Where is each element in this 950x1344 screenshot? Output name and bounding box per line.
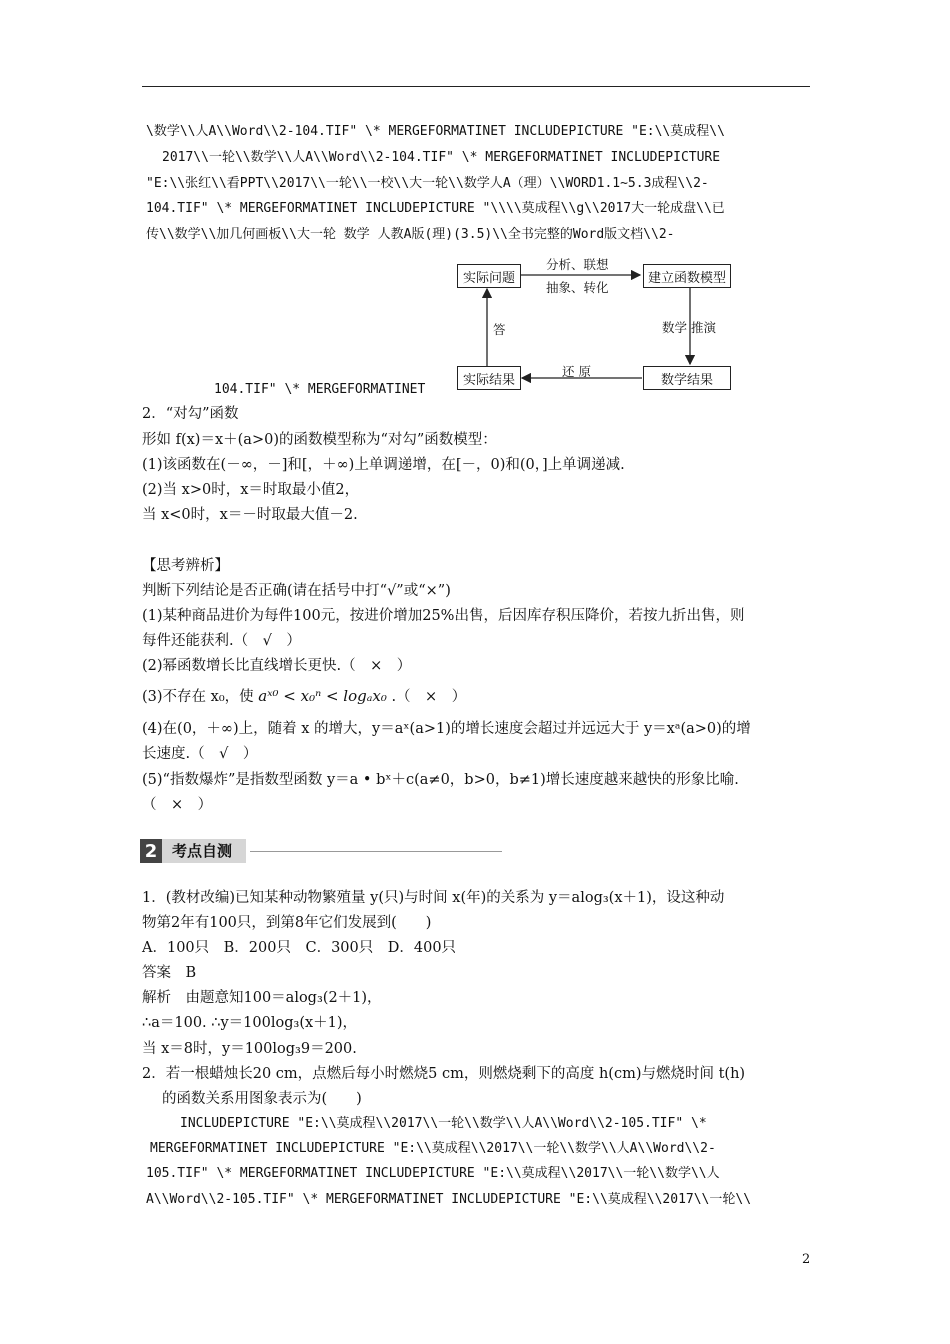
- think-q5-line-2: （ × ）: [142, 797, 213, 813]
- problem-2-line-2: 的函数关系用图象表示为( ): [162, 1091, 362, 1107]
- section-number: 2: [140, 839, 162, 863]
- label-answer: 答: [493, 322, 506, 337]
- problem-1-solution-3: 当 x＝8时，y＝100log₃9＝200.: [142, 1041, 357, 1057]
- think-intro: 判断下列结论是否正确(请在括号中打“√”或“×”): [142, 583, 451, 599]
- problem-1-line-2: 物第2年有100只，到第8年它们发展到( ): [142, 915, 432, 931]
- think-q1-line-2: 每件还能获利.（ √ ）: [142, 633, 301, 649]
- label-analyze: 分析、联想: [546, 257, 609, 272]
- think-q3-prefix: (3)不存在 x₀，使: [142, 689, 254, 705]
- section-title: 考点自测: [162, 839, 246, 863]
- field-code-bottom-4: A\\Word\\2-105.TIF" \* MERGEFORMATINET INCLUDEPICTURE "E:\\莫成程\\2017\\一轮\\: [146, 1192, 752, 1207]
- think-q2: (2)幂函数增长比直线增长更快.（ × ）: [142, 658, 412, 674]
- problem-1-solution-1: 解析 由题意知100＝alog₃(2＋1)，: [142, 990, 382, 1006]
- field-code-line-5: 传\\数学\\加几何画板\\大一轮 数学 人教A版(理)(3.5)\\全书完整的Word版文档\\2-: [146, 227, 675, 242]
- section-header: [140, 839, 502, 863]
- box-build-model: 建立函数模型: [643, 264, 731, 288]
- field-code-bottom-3: 105.TIF" \* MERGEFORMATINET INCLUDEPICTURE "E:\\莫成程\\2017\\一轮\\数学\\人: [146, 1166, 720, 1181]
- think-q5-line-1: (5)“指数爆炸”是指数型函数 y＝a • bˣ＋c(a≠0，b>0，b≠1)增长速度越来越快的形象比喻.: [142, 772, 739, 788]
- hook-item-3: 当 x<0时，x＝－时取最大值－2.: [142, 507, 358, 523]
- think-q3-formula: aˣ⁰ < x₀ⁿ < logₐx₀: [258, 687, 387, 705]
- problem-2-line-1: 2．若一根蜡烛长20 cm，点燃后每小时燃烧5 cm，则燃烧剩下的高度 h(cm)与燃烧时间 t(h): [142, 1066, 746, 1082]
- diagram-arrows: [0, 0, 950, 400]
- hook-item-1: (1)该函数在(－∞，－]和[，＋∞)上单调递增，在[－，0)和(0，]上单调递减.: [142, 457, 625, 473]
- field-code-bottom-1: INCLUDEPICTURE "E:\\莫成程\\2017\\一轮\\数学\\人A\\Word\\2-105.TIF" \*: [180, 1116, 707, 1131]
- field-code-line-1: \数学\\人A\\Word\\2-104.TIF" \* MERGEFORMATINET INCLUDEPICTURE "E:\\莫成程\\: [146, 124, 725, 139]
- problem-1-line-1: 1．(教材改编)已知某种动物繁殖量 y(只)与时间 x(年)的关系为 y＝alog₃(x＋1)，设这种动: [142, 890, 725, 906]
- problem-1-answer: 答案 B: [142, 965, 197, 981]
- problem-1-solution-2: ∴a＝100. ∴y＝100log₃(x＋1)，: [142, 1015, 358, 1031]
- section-divider: [250, 851, 502, 852]
- problem-1-options: A．100只 B．200只 C．300只 D．400只: [142, 940, 457, 956]
- think-q4-line-1: (4)在(0，＋∞)上，随着 x 的增大，y＝aˣ(a>1)的增长速度会超过并远远大于 y＝xᵃ(a>0)的增: [142, 721, 751, 737]
- think-heading: 【思考辨析】: [142, 558, 229, 574]
- hook-heading: 2．“对勾”函数: [142, 406, 239, 422]
- label-math-derive: 数学 推演: [662, 320, 716, 335]
- box-real-problem: 实际问题: [457, 264, 521, 288]
- hook-item-2: (2)当 x>0时，x＝时取最小值2，: [142, 482, 360, 498]
- think-q3: [142, 686, 466, 707]
- box-math-result: 数学结果: [643, 366, 731, 390]
- field-code-line-4: 104.TIF" \* MERGEFORMATINET INCLUDEPICTURE "\\\\莫成程\\g\\2017大一轮成盘\\已: [146, 201, 725, 216]
- field-code-line-2: 2017\\一轮\\数学\\人A\\Word\\2-104.TIF" \* MERGEFORMATINET INCLUDEPICTURE: [162, 150, 721, 165]
- page-number: 2: [802, 1252, 811, 1267]
- field-code-after-diagram: 104.TIF" \* MERGEFORMATINET: [214, 382, 426, 397]
- box-real-result: 实际结果: [457, 366, 521, 390]
- label-restore: 还 原: [562, 364, 591, 379]
- think-q4-line-2: 长速度.（ √ ）: [142, 746, 258, 762]
- field-code-bottom-2: MERGEFORMATINET INCLUDEPICTURE "E:\\莫成程\\2017\\一轮\\数学\\人A\\Word\\2-: [150, 1141, 716, 1156]
- think-q3-suffix: .（ × ）: [391, 689, 467, 705]
- hook-intro: 形如 f(x)＝x＋(a>0)的函数模型称为“对勾”函数模型：: [142, 432, 497, 448]
- label-abstract: 抽象、转化: [546, 280, 609, 295]
- think-q1-line-1: (1)某种商品进价为每件100元，按进价增加25%出售，后因库存积压降价，若按九折出售，则: [142, 608, 745, 624]
- field-code-line-3: "E:\\张红\\看PPT\\2017\\一轮\\一校\\大一轮\\数学人A（理）\\WORD1.1~5.3成程\\2-: [146, 176, 709, 191]
